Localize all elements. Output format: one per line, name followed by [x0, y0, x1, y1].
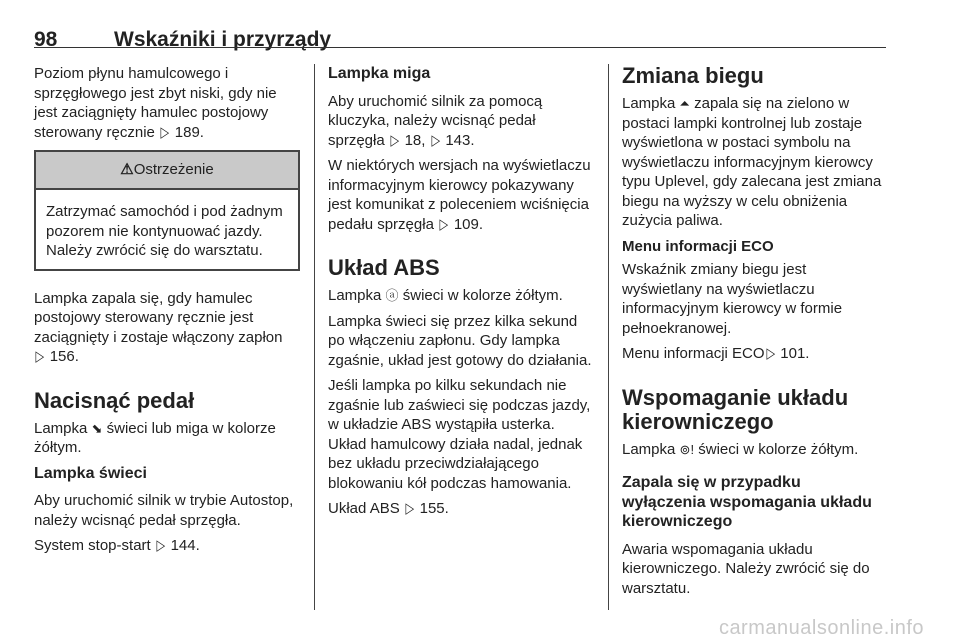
- warning-box: [34, 150, 300, 271]
- paragraph: [328, 92, 596, 151]
- paragraph: Jeśli lampka po kilku sekundach nie zgaśnie lub zaświeci się podczas jazdy, w układzie ABS wystąpiła usterka. Układ hamulcowy działa nadal, jednak bez układu przeciwdziałającego blokowaniu kół podczas hamowania.: [328, 377, 591, 492]
- paragraph: [622, 440, 886, 460]
- paragraph: Lampka świeci się przez kilka sekund po włączeniu zapłonu. Gdy lampka zgaśnie, układ jest gotowy do działania.: [328, 312, 592, 369]
- paragraph-text: W niektórych wersjach na wyświetlaczu informacyjnym kierowcy pokazywany jest komunikat z poleceniem wciśnięcia pedału sprzęgła: [328, 157, 591, 233]
- column-divider: [314, 64, 315, 610]
- paragraph-text: System stop-start: [34, 537, 151, 554]
- paragraph-text: zapala się na zielono w postaci lampki kontrolnej lub zostaje wyświetlona w postaci symbolu na wyświetlaczu informacyjnym kierowcy typu Uplevel, gdy zalecana jest zmiana biegu na wyższy w celu obniżenia zużycia paliwa.: [622, 95, 882, 229]
- paragraph-text: Menu informacji ECO: [622, 345, 765, 362]
- warning-header: [36, 152, 298, 190]
- watermark: carmanualsonline.info: [718, 617, 924, 639]
- page-title: Wskaźniki i przyrządy: [114, 28, 332, 51]
- clutch-pedal-icon: ⬊: [91, 420, 103, 436]
- paragraph: Aby uruchomić silnik w trybie Autostop, należy wcisnąć pedał sprzęgła.: [34, 492, 294, 529]
- reference-arrow-icon: ▷: [160, 123, 170, 141]
- reference-arrow-icon: ▷: [405, 500, 414, 517]
- header-rule: [34, 47, 886, 48]
- paragraph-text: Lampka: [622, 440, 676, 458]
- paragraph: [328, 286, 596, 306]
- paragraph: [328, 499, 596, 519]
- column-1: [34, 64, 300, 562]
- section-heading: Układ ABS: [328, 255, 440, 280]
- subsection-heading: Lampka świeci: [34, 464, 147, 482]
- paragraph-text: Lampka: [328, 287, 382, 304]
- steering-assist-icon: ⊚!: [679, 441, 695, 457]
- page-header: [34, 14, 886, 51]
- paragraph: Wskaźnik zmiany biegu jest wyświetlany na wyświetlaczu informacyjnym kierowcy w formie pełnoekranowej.: [622, 261, 843, 337]
- warning-body: Zatrzymać samochód i pod żadnym pozorem nie kontynuować jazdy. Należy zwrócić się do warsztatu.: [46, 203, 283, 259]
- paragraph-text: świeci w kolorze żółtym.: [402, 287, 563, 304]
- page-reference: 144.: [170, 537, 200, 554]
- page-reference: 18,: [404, 131, 426, 149]
- abs-icon: ⓐ: [385, 288, 399, 303]
- page-reference: 101.: [780, 345, 810, 362]
- section-heading: Zmiana biegu: [622, 63, 764, 88]
- paragraph-text: Układ ABS: [328, 500, 400, 517]
- page-reference: 156.: [49, 348, 79, 365]
- paragraph: [34, 419, 300, 458]
- paragraph-text: Lampka zapala się, gdy hamulec postojowy sterowany ręcznie jest zaciągnięty i zostaje włączony zapłon: [34, 289, 283, 346]
- reference-arrow-icon: ▷: [439, 215, 449, 233]
- paragraph-text: Aby uruchomić silnik za pomocą kluczyka, należy wcisnąć pedał sprzęgła: [328, 92, 543, 149]
- paragraph-text: Lampka: [622, 95, 676, 112]
- column-3: [622, 64, 886, 604]
- section-heading: Nacisnąć pedał: [34, 387, 195, 413]
- subsection-heading: Zapala się w przypadku wyłączenia wspomagania układu kierowniczego: [622, 474, 872, 530]
- reference-arrow-icon: ▷: [431, 131, 440, 149]
- subsection-heading: Menu informacji ECO: [622, 237, 774, 255]
- column-2: [328, 64, 596, 525]
- page-reference: 155.: [419, 500, 449, 517]
- warning-title: Ostrzeżenie: [133, 161, 214, 178]
- paragraph: [34, 64, 300, 142]
- paragraph: Awaria wspomagania układu kierowniczego. Należy zwrócić się do warsztatu.: [622, 540, 870, 597]
- paragraph-text: świeci w kolorze żółtym.: [698, 440, 859, 458]
- warning-icon: ⚠: [120, 161, 134, 178]
- reference-arrow-icon: ▷: [390, 131, 399, 149]
- shift-up-icon: ⏶: [679, 96, 690, 111]
- reference-arrow-icon: ▷: [156, 537, 165, 554]
- page-number: 98: [34, 28, 58, 51]
- paragraph-text: Lampka: [34, 419, 88, 437]
- page-reference: 189.: [174, 123, 204, 141]
- paragraph-text: świeci lub miga w kolorze żółtym.: [34, 419, 276, 456]
- paragraph: [622, 344, 886, 364]
- page-reference: 143.: [445, 131, 475, 149]
- paragraph: [34, 289, 300, 367]
- paragraph-text: Poziom płynu hamulcowego i sprzęgłowego jest zbyt niski, gdy nie jest zaciągnięty hamulec postojowy sterowany ręcznie: [34, 65, 277, 141]
- subsection-heading: Lampka miga: [328, 65, 431, 82]
- reference-arrow-icon: ▷: [35, 348, 45, 365]
- paragraph: [34, 536, 300, 556]
- column-divider: [608, 64, 609, 610]
- reference-arrow-icon: ▷: [765, 345, 775, 362]
- section-heading: Wspomaganie układu kierowniczego: [622, 384, 849, 434]
- paragraph: [328, 156, 596, 234]
- page-reference: 109.: [453, 215, 484, 233]
- paragraph: [622, 94, 886, 231]
